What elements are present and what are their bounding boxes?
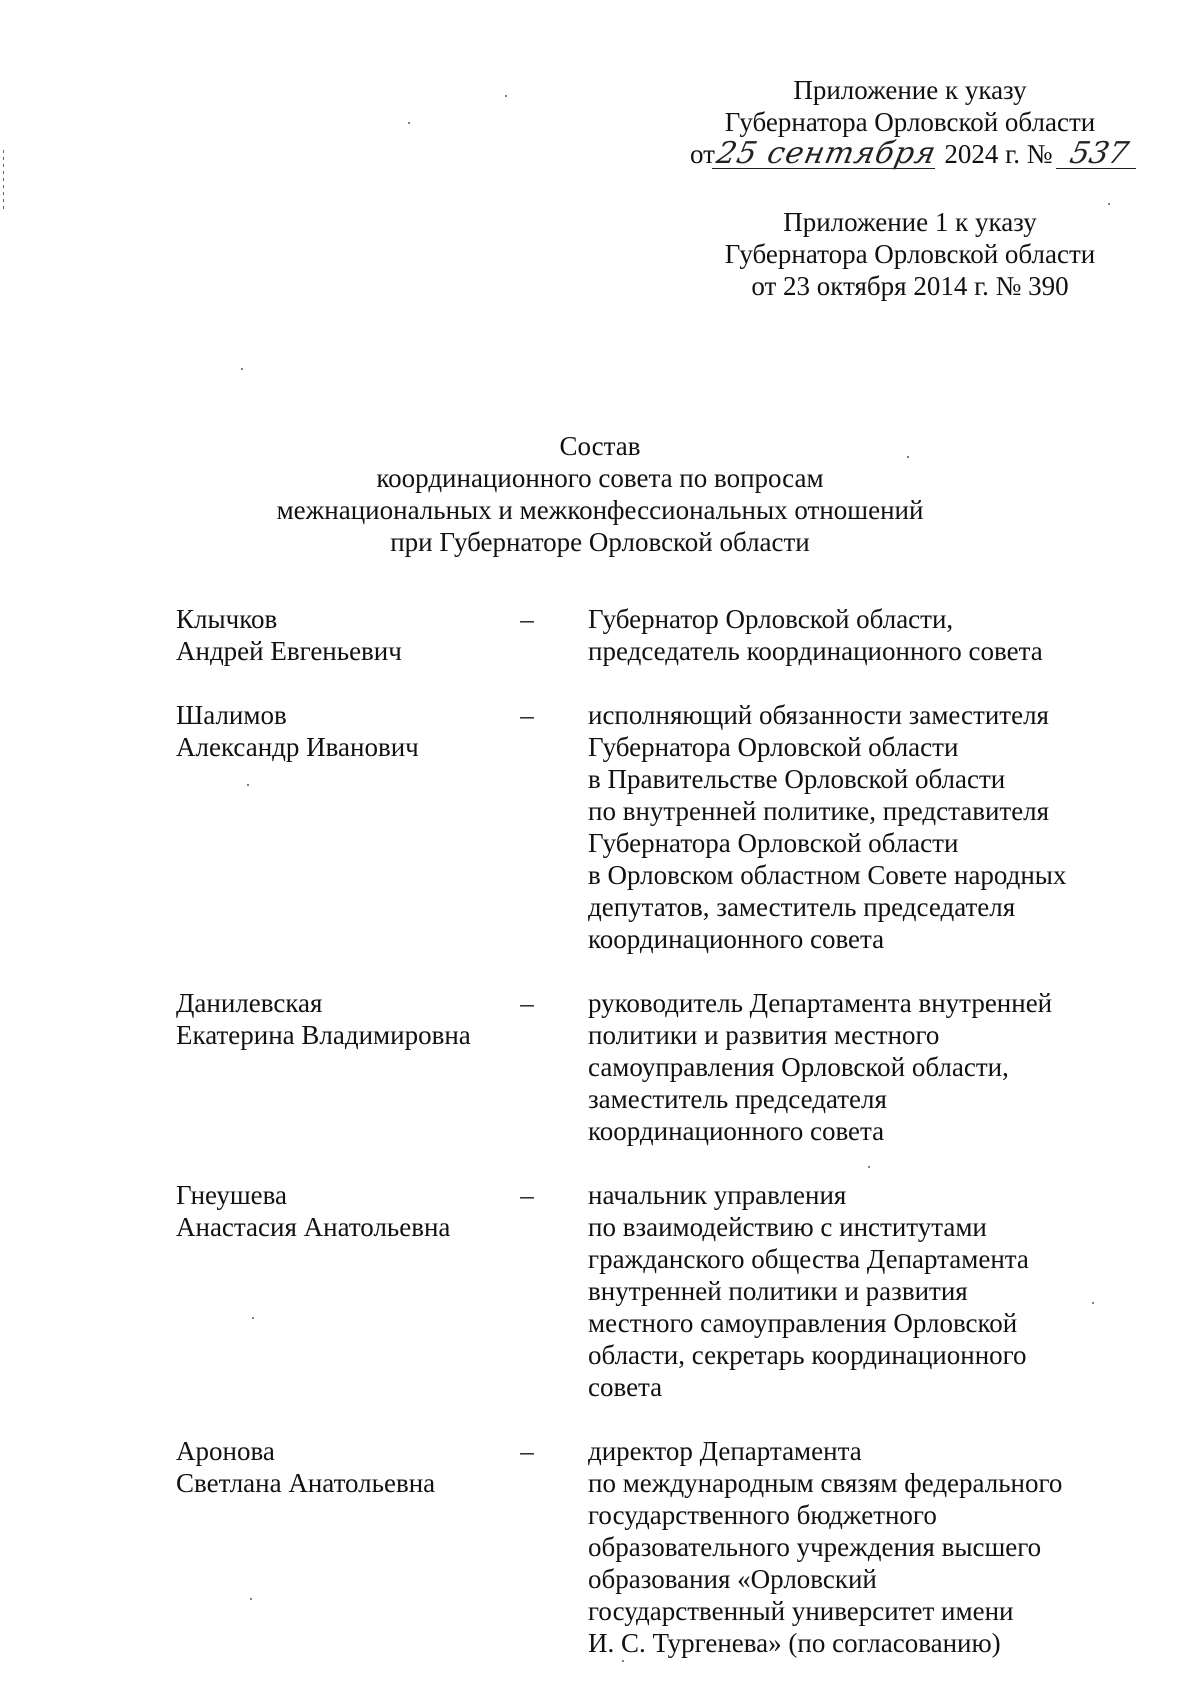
dash-separator: –	[520, 1180, 534, 1210]
member-name	[176, 987, 516, 1147]
role-line: координационного совета	[588, 1116, 885, 1146]
role-line: директор Департамента	[588, 1436, 862, 1466]
member-role	[552, 1179, 1096, 1403]
role-line: местного самоуправления Орловской	[588, 1308, 1018, 1338]
member-row	[176, 1435, 1096, 1659]
role-line: руководитель Департамента внутренней	[588, 988, 1053, 1018]
council-members-list	[176, 603, 1096, 1691]
appendix-original-issuer: Губернатора Орловской области	[724, 239, 1096, 269]
scan-speck	[1108, 203, 1110, 205]
member-surname: Клычков	[176, 604, 278, 634]
member-name	[176, 603, 516, 667]
member-surname: Гнеушева	[176, 1180, 287, 1210]
date-prefix: от	[690, 139, 715, 169]
role-line: заместитель председателя	[588, 1084, 887, 1114]
role-line: политики и развития местного	[588, 1020, 940, 1050]
role-line: гражданского общества Департамента	[588, 1244, 1029, 1274]
year-and-number-label: 2024 г. №	[944, 139, 1053, 169]
role-line: в Орловском областном Совете народных	[588, 860, 1067, 890]
appendix-header-original	[690, 206, 1130, 302]
handwritten-date: 25 сентября	[713, 136, 940, 171]
role-line: самоуправления Орловской области,	[588, 1052, 1009, 1082]
member-name	[176, 699, 516, 955]
scan-speck	[408, 122, 410, 124]
member-row	[176, 699, 1096, 955]
member-given-names: Александр Иванович	[176, 732, 419, 762]
member-given-names: Андрей Евгеньевич	[176, 636, 402, 666]
role-line: депутатов, заместитель председателя	[588, 892, 1016, 922]
appendix-issuer: Губернатора Орловской области	[724, 107, 1096, 137]
role-line: председатель координационного совета	[588, 636, 1043, 666]
member-role	[552, 699, 1096, 955]
dash-separator: –	[520, 700, 534, 730]
member-surname: Данилевская	[176, 988, 323, 1018]
appendix-original-title: Приложение 1 к указу	[783, 207, 1037, 237]
role-line: образования «Орловский	[588, 1564, 877, 1594]
member-given-names: Екатерина Владимировна	[176, 1020, 471, 1050]
dash-separator: –	[520, 988, 534, 1018]
member-row	[176, 1179, 1096, 1403]
member-given-names: Светлана Анатольевна	[176, 1468, 436, 1498]
role-line: в Правительстве Орловской области	[588, 764, 1006, 794]
role-line: области, секретарь координационного	[588, 1340, 1027, 1370]
member-role	[552, 603, 1096, 667]
role-line: по международным связям федерального	[588, 1468, 1063, 1498]
member-row	[176, 603, 1096, 667]
role-line: Губернатор Орловской области,	[588, 604, 954, 634]
role-line: государственный университет имени	[588, 1596, 1014, 1626]
role-line: И. С. Тургенева» (по согласованию)	[588, 1628, 1001, 1658]
member-surname: Аронова	[176, 1436, 275, 1466]
scan-speck	[505, 95, 507, 97]
appendix-header-current	[690, 74, 1130, 170]
title-line-2: координационного совета по вопросам	[376, 463, 824, 493]
dash-separator: –	[520, 1436, 534, 1466]
scan-edge-mark	[3, 150, 4, 210]
title-line-4: при Губернаторе Орловской области	[390, 527, 810, 557]
scan-speck	[241, 368, 243, 370]
title-line-1: Состав	[559, 431, 641, 461]
role-line: по взаимодействию с институтами	[588, 1212, 987, 1242]
appendix-title: Приложение к указу	[793, 75, 1027, 105]
role-line: государственного бюджетного	[588, 1500, 937, 1530]
handwritten-decree-number: 537	[1056, 140, 1142, 169]
role-line: образовательного учреждения высшего	[588, 1532, 1042, 1562]
dash-separator: –	[520, 604, 534, 634]
member-role	[552, 1435, 1096, 1659]
document-title	[200, 430, 1000, 558]
role-line: по внутренней политике, представителя	[588, 796, 1050, 826]
appendix-date-line	[690, 138, 1130, 170]
role-line: исполняющий обязанности заместителя	[588, 700, 1049, 730]
member-row	[176, 987, 1096, 1147]
member-role	[552, 987, 1096, 1147]
role-line: Губернатора Орловской области	[588, 828, 959, 858]
title-line-3: межнациональных и межконфессиональных отношений	[276, 495, 924, 525]
role-line: совета	[588, 1372, 663, 1402]
member-name	[176, 1435, 516, 1659]
role-line: начальник управления	[588, 1180, 847, 1210]
member-surname: Шалимов	[176, 700, 287, 730]
member-name	[176, 1179, 516, 1403]
appendix-original-date: от 23 октября 2014 г. № 390	[751, 271, 1069, 301]
role-line: внутренней политики и развития	[588, 1276, 968, 1306]
role-line: координационного совета	[588, 924, 885, 954]
member-given-names: Анастасия Анатольевна	[176, 1212, 451, 1242]
role-line: Губернатора Орловской области	[588, 732, 959, 762]
